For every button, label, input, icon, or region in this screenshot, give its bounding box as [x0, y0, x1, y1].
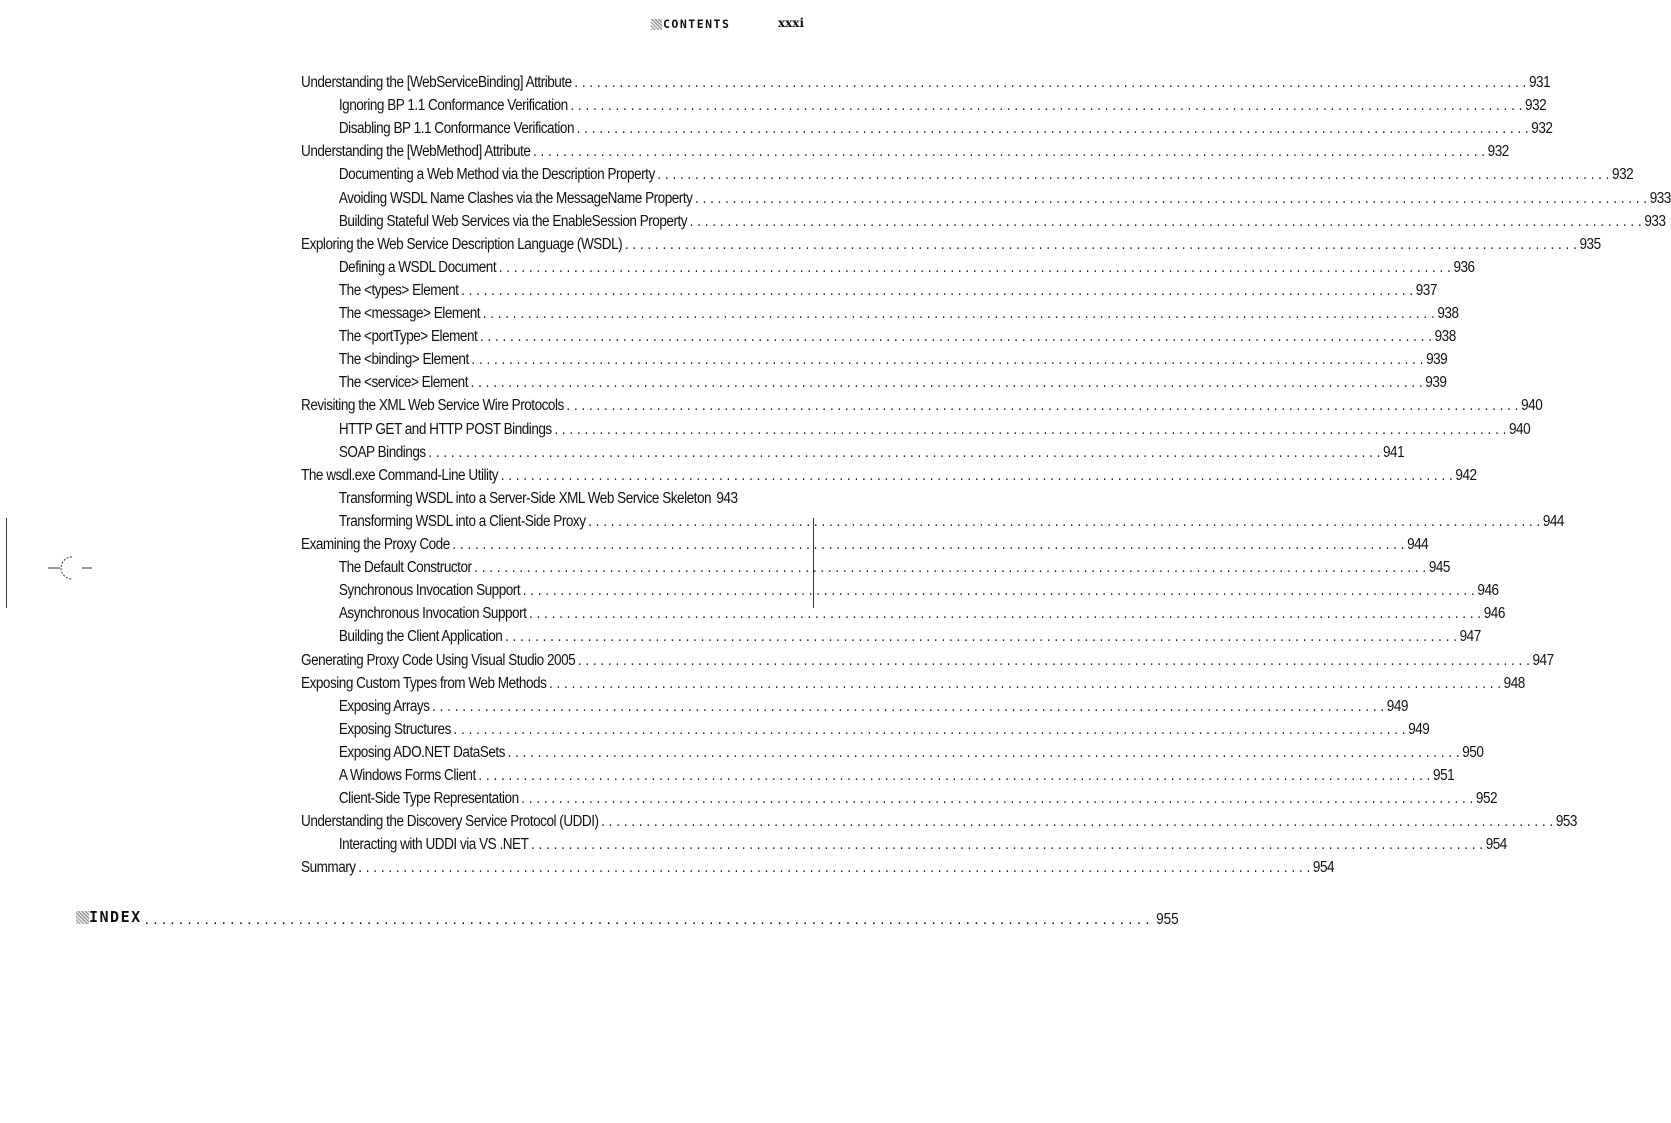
toc-entry-page: 951: [1433, 767, 1455, 784]
dot-leader: [531, 835, 1483, 855]
toc-entry-subsection: [338, 766, 1455, 786]
toc-entry-subsection: [338, 512, 1564, 532]
dot-leader: [566, 396, 1518, 416]
toc-entry-page: 949: [1386, 697, 1408, 715]
toc-entry-page: 931: [1528, 74, 1551, 91]
toc-entry-title: The <service> Element: [338, 374, 468, 392]
toc-entry-page: 954: [1485, 836, 1507, 854]
toc-entry-subsection: [338, 119, 1553, 139]
toc-entry-page: 939: [1426, 351, 1448, 369]
dot-leader: [461, 281, 1413, 301]
dot-leader: [549, 674, 1501, 694]
toc-entry-title: A Windows Forms Client: [338, 767, 476, 784]
index-entry-label: INDEX: [89, 908, 142, 926]
toc-entry-section: [301, 858, 1335, 878]
toc-entry-subsection: [338, 604, 1505, 624]
toc-entry-title: The <types> Element: [338, 281, 459, 299]
toc-entry-title: Understanding the Discovery Service Protocol (UDDI): [301, 813, 599, 831]
dot-leader: [570, 96, 1522, 116]
dot-leader: [588, 512, 1540, 532]
toc-entry-title: Avoiding WSDL Name Clashes via the MessageName Property: [338, 189, 693, 207]
toc-entry-title: Examining the Proxy Code: [301, 536, 450, 553]
toc-entry-title: Defining a WSDL Document: [338, 258, 497, 276]
toc-entry-page: 939: [1425, 374, 1447, 392]
dot-leader: [505, 627, 1457, 647]
dot-leader: [454, 720, 1406, 740]
running-head-section-label: CONTENTS: [663, 17, 731, 31]
toc-entry-section: [301, 535, 1429, 555]
toc-entry-page: 941: [1383, 443, 1405, 461]
toc-entry-subsection: [338, 720, 1430, 740]
toc-entry-subsection: [338, 835, 1507, 855]
left-crop-mark: [6, 518, 7, 608]
dot-leader: [690, 212, 1642, 232]
toc-entry-section: [301, 812, 1577, 832]
toc-entry-subsection: [338, 327, 1456, 347]
dot-leader: [657, 165, 1609, 185]
dot-leader: [145, 911, 1150, 929]
index-entry-page: 955: [1155, 910, 1179, 928]
toc-entry-subsection: [338, 743, 1484, 763]
dot-leader: [578, 651, 1530, 671]
toc-entry-page: 936: [1453, 258, 1475, 276]
dot-leader: [529, 604, 1481, 624]
toc-entry-page: 945: [1428, 559, 1450, 577]
toc-entry-title: Building Stateful Web Services via the EnableSession Property: [338, 212, 688, 230]
toc-entry-title: Disabling BP 1.1 Conformance Verification: [338, 120, 575, 138]
toc-entry-page: 938: [1434, 328, 1456, 346]
toc-entry-title: Asynchronous Invocation Support: [338, 605, 527, 623]
toc-entry-title: Client-Side Type Representation: [338, 790, 519, 808]
dot-leader: [499, 258, 1451, 278]
running-head-page-number: xxxi: [778, 16, 805, 30]
dot-leader: [533, 142, 1485, 162]
toc-entry-page: 932: [1612, 166, 1634, 184]
toc-entry-page: 952: [1475, 790, 1498, 808]
dot-leader: [471, 373, 1423, 393]
dot-leader: [358, 858, 1310, 878]
toc-entry-page: 943: [716, 489, 738, 507]
toc-entry-title: Exposing Arrays: [338, 697, 430, 715]
toc-entry-title: Exposing Custom Types from Web Methods: [301, 674, 547, 692]
index-entry-title: [76, 908, 142, 926]
toc-entry-subsection: [338, 304, 1459, 324]
toc-entry-title: Understanding the [WebServiceBinding] Attribute: [301, 74, 572, 91]
toc-entry-subsection: [338, 350, 1448, 370]
toc-entry-title: Building the Client Application: [338, 628, 503, 646]
shaded-square-icon: [651, 19, 662, 30]
toc-entry-title: Transforming WSDL into a Server-Side XML Web Service Skeleton: [338, 489, 712, 507]
dot-leader: [474, 558, 1426, 578]
dot-leader: [471, 350, 1423, 370]
toc-entry-title: Exposing ADO.NET DataSets: [338, 743, 505, 761]
toc-entry-title: HTTP GET and HTTP POST Bindings: [338, 420, 552, 438]
toc-entry-page: 946: [1477, 582, 1499, 600]
toc-entry-title: Synchronous Invocation Support: [338, 582, 521, 600]
toc-entry-title: Exposing Structures: [338, 720, 451, 738]
toc-entry-subsection: [338, 281, 1437, 301]
toc-entry-title: The wsdl.exe Command-Line Utility: [301, 466, 499, 484]
dot-leader: [625, 235, 1577, 255]
toc-entry-subsection: [338, 373, 1447, 393]
index-entry: [76, 908, 1179, 932]
toc-entry-section: [301, 674, 1525, 694]
running-head-section: [651, 17, 730, 31]
toc-entry-page: 946: [1483, 605, 1505, 623]
toc-entry-page: 950: [1462, 743, 1484, 761]
toc-entry-subsection: [338, 96, 1547, 116]
toc-entry-subsection: [338, 443, 1405, 463]
toc-entry-section: [301, 466, 1477, 486]
toc-entry-title: Understanding the [WebMethod] Attribute: [301, 143, 531, 161]
dot-leader: [601, 812, 1553, 832]
dot-leader: [452, 535, 1404, 555]
toc-entry-section: [301, 651, 1554, 671]
dot-leader: [432, 697, 1384, 717]
toc-entry-subsection: [338, 489, 738, 509]
toc-entry-subsection: [338, 420, 1531, 440]
toc-entry-section: [301, 73, 1551, 93]
toc-entry-section: [301, 235, 1601, 255]
toc-entry-page: 933: [1644, 212, 1666, 230]
running-head: [0, 14, 816, 34]
toc-entry-page: 954: [1312, 859, 1335, 877]
registration-mark-icon: [48, 552, 96, 582]
toc-entry-page: 949: [1408, 720, 1430, 738]
toc-entry-page: 944: [1407, 536, 1429, 553]
toc-entry-subsection: [338, 697, 1408, 717]
toc-entry-title: Ignoring BP 1.1 Conformance Verification: [338, 97, 568, 115]
dot-leader: [695, 189, 1647, 209]
toc-entry-page: 933: [1649, 189, 1671, 207]
toc-entry-title: Transforming WSDL into a Client-Side Proxy: [338, 512, 586, 530]
toc-entry-page: 942: [1455, 466, 1477, 484]
toc-entry-subsection: [338, 789, 1498, 809]
toc-entry-page: 947: [1459, 628, 1481, 646]
toc-entry-title: Documenting a Web Method via the Description Property: [338, 166, 655, 184]
dot-leader: [478, 766, 1430, 786]
toc-entry-page: 944: [1542, 512, 1564, 530]
toc-entry-page: 940: [1509, 420, 1531, 438]
toc-entry-subsection: [338, 627, 1481, 647]
toc-entry-section: [301, 396, 1543, 416]
dot-leader: [483, 304, 1435, 324]
dot-leader: [577, 119, 1529, 139]
toc-entry-page: 940: [1521, 397, 1543, 415]
toc-entry-subsection: [338, 258, 1475, 278]
toc-entry-title: Revisiting the XML Web Service Wire Protocols: [301, 397, 564, 415]
toc-entry-title: Summary: [301, 859, 356, 877]
toc-entry-subsection: [338, 165, 1634, 185]
shaded-square-icon: [76, 911, 89, 924]
toc-entry-section: [301, 142, 1509, 162]
dot-leader: [480, 327, 1432, 347]
toc-entry-subsection: [338, 581, 1499, 601]
toc-entry-page: 938: [1437, 305, 1459, 322]
toc-entry-title: The <binding> Element: [338, 351, 469, 369]
toc-entry-page: 935: [1579, 235, 1601, 253]
toc-entry-page: 932: [1525, 97, 1547, 115]
toc-entry-title: SOAP Bindings: [338, 443, 426, 461]
dot-leader: [508, 743, 1460, 763]
dot-leader: [521, 789, 1473, 809]
toc-entry-page: 932: [1531, 120, 1553, 138]
dot-leader: [574, 73, 1526, 93]
toc-entry-subsection: [338, 212, 1666, 232]
toc-entry-subsection: [338, 189, 1671, 209]
dot-leader: [523, 581, 1475, 601]
toc-entry-page: 937: [1415, 281, 1437, 299]
toc-entry-page: 948: [1503, 674, 1525, 692]
toc-entry-subsection: [338, 558, 1450, 578]
right-crop-mark: [813, 518, 814, 608]
toc-entry-title: Generating Proxy Code Using Visual Studio 2005: [301, 651, 576, 669]
toc-entry-page: 953: [1555, 813, 1577, 831]
toc-entry-page: 947: [1532, 651, 1554, 669]
toc-entry-title: Interacting with UDDI via VS .NET: [338, 836, 529, 854]
toc-entry-title: The <portType> Element: [338, 328, 478, 346]
dot-leader: [501, 466, 1453, 486]
dot-leader: [554, 420, 1506, 440]
toc-entry-title: The <message> Element: [338, 305, 481, 322]
toc-entry-page: 932: [1487, 143, 1509, 161]
toc-entry-title: The Default Constructor: [338, 559, 472, 577]
toc-entry-title: Exploring the Web Service Description Language (WSDL): [301, 235, 623, 253]
dot-leader: [428, 443, 1380, 463]
